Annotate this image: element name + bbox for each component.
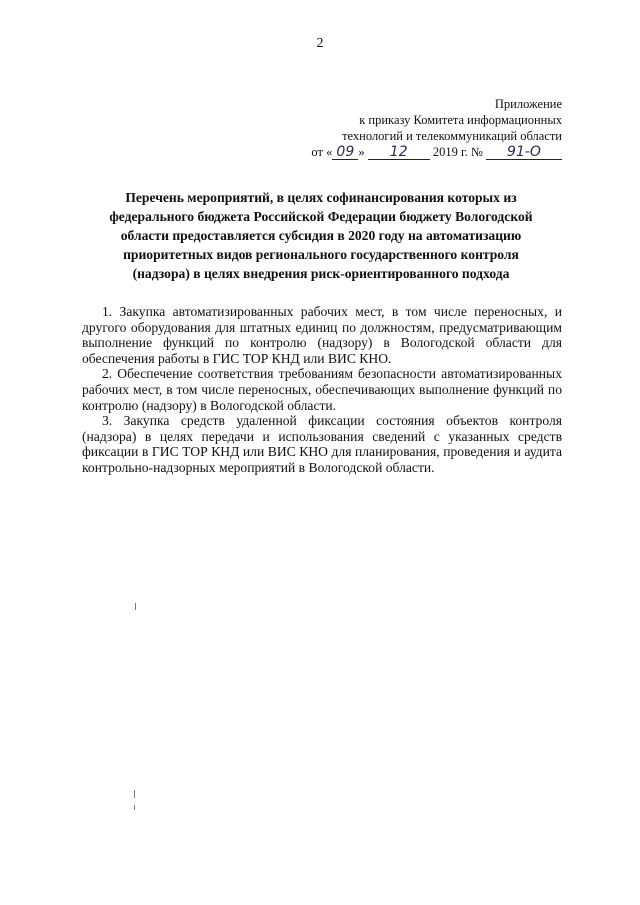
list-item: 2. Обеспечение соответствия требованиям безопасности автоматизированных рабочих мест, в том числе переносных, обеспечивающих выполнение функций по контролю (надзору) в Вологодской области.: [82, 366, 562, 413]
list-item: 3. Закупка средств удаленной фиксации состояния объектов контроля (надзора) в целях передачи и использования сведений с указанных средств фиксации в ГИС ТОР КНД или ВИС КНО для планирования, проведения и аудита контрольно-надзорных мероприятий в Вологодской области.: [82, 413, 562, 475]
title-line: Перечень мероприятий, в целях софинансирования которых из: [125, 190, 517, 205]
title-line: (надзора) в целях внедрения риск-ориентированного подхода: [132, 266, 510, 281]
scan-artifact-mark: [135, 603, 136, 610]
title-line: области предоставляется субсидия в 2020 году на автоматизацию: [120, 228, 522, 243]
list-item: 1. Закупка автоматизированных рабочих мест, в том числе переносных, и другого оборудования для штатных единиц по должностям, предусматривающим выполнение функций по контролю (надзору) в Вологодской области для обеспечения работы в ГИС ТОР КНД или ВИС КНО.: [82, 304, 562, 366]
date-year: 2019 г. №: [432, 145, 483, 159]
handwritten-day: 09: [332, 145, 358, 160]
appendix-order-line: к приказу Комитета информационных: [359, 113, 562, 127]
date-prefix: от «: [311, 145, 333, 159]
document-title: [68, 188, 574, 283]
scan-artifact-mark: [134, 805, 135, 810]
handwritten-month: 12: [368, 145, 430, 160]
appendix-date-line: [311, 144, 562, 160]
scan-artifact-mark: [134, 790, 135, 798]
handwritten-number: 91-О: [486, 145, 562, 160]
appendix-committee-line: технологий и телекоммуникаций области: [342, 129, 562, 143]
title-line: федерального бюджета Российской Федерации бюджету Вологодской: [109, 209, 533, 224]
title-line: приоритетных видов регионального государственного контроля: [123, 247, 519, 262]
measures-list: [82, 304, 562, 476]
appendix-heading: Приложение: [494, 97, 562, 111]
appendix-block: [311, 96, 562, 160]
date-mid: »: [358, 145, 365, 159]
page-number: 2: [316, 36, 324, 51]
